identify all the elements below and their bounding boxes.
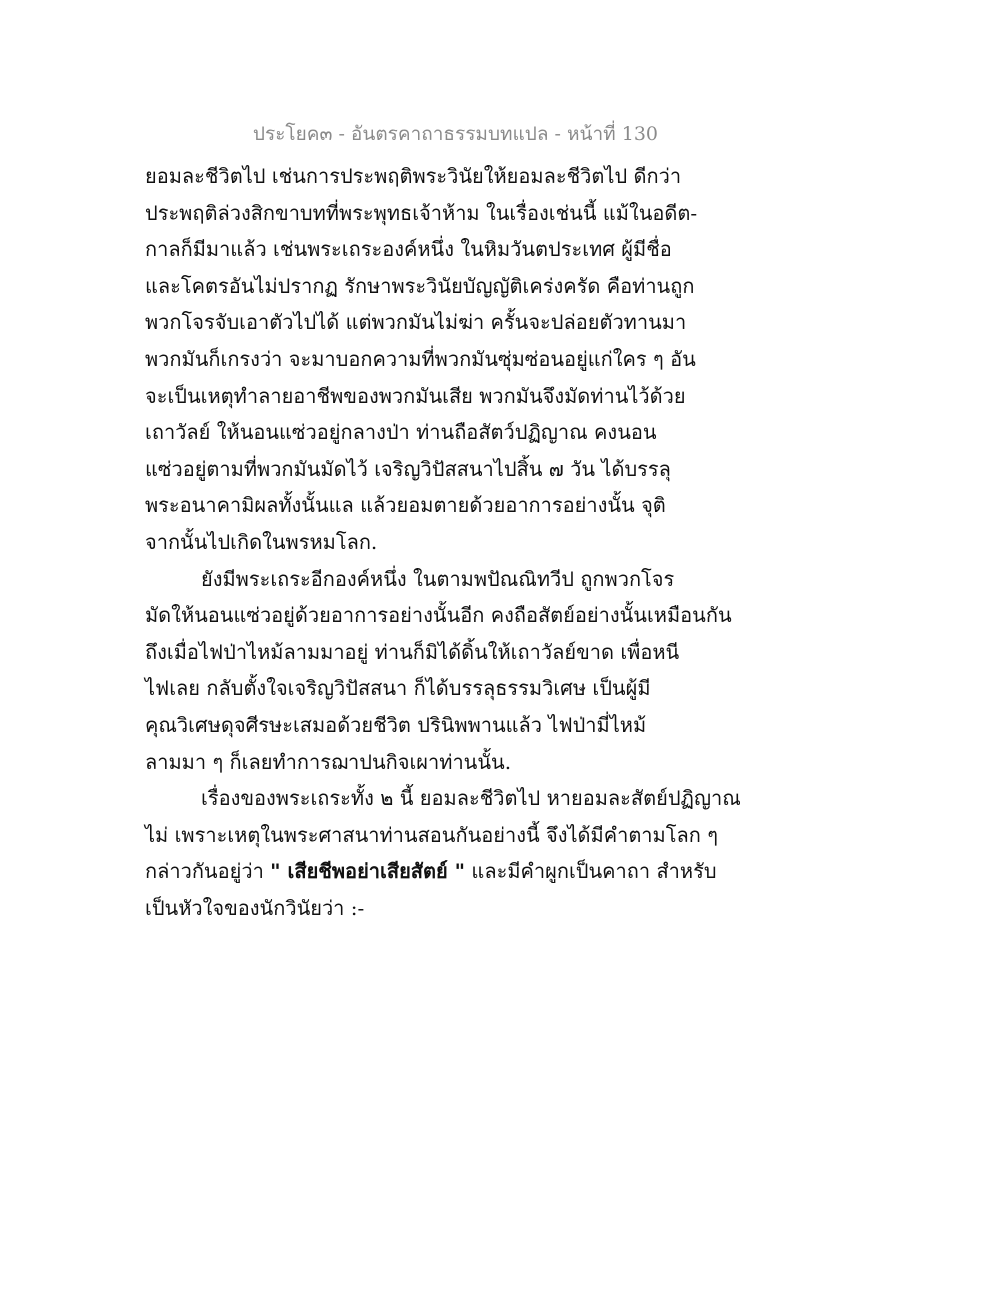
text-line: จากนั้นไปเกิดในพรหมโลก. [145, 529, 378, 554]
text-line [145, 853, 725, 890]
text-line: เถาวัลย์ ให้นอนแซ่วอยู่กลางป่า ท่านถือสัตว์ปฏิญาณ คงนอน [145, 420, 657, 445]
text-line: กาลก็มีมาแล้ว เช่นพระเถระองค์หนึ่ง ในหิมวันตประเทศ ผู้มีชื่อ [145, 237, 672, 262]
text-line: มัดให้นอนแซ่วอยู่ด้วยอาการอย่างนั้นอีก คงถือสัตย์อย่างนั้นเหมือนกัน [145, 603, 732, 628]
text-line: ยอมละชีวิตไป เช่นการประพฤติพระวินัยให้ยอมละชีวิตไป ดีกว่า [145, 164, 682, 188]
text-line: พวกโจรจับเอาตัวไปได้ แต่พวกมันไม่ฆ่า ครั้นจะปล่อยตัวทานมา [145, 310, 687, 335]
text-line: และโคตรอันไม่ปรากฏ รักษาพระวินัยบัญญัติเคร่งครัด คือท่านถูก [145, 273, 695, 298]
text-segment: กล่าวกันอยู่ว่า [145, 859, 271, 884]
bold-quote: " เสียชีพอย่าเสียสัตย์ " [270, 859, 466, 884]
text-line: พวกมันก็เกรงว่า จะมาบอกความที่พวกมันซุ่มซ่อนอยู่แก่ใคร ๆ อัน [145, 346, 696, 371]
paragraph-start-line: ยังมีพระเถระอีกองค์หนึ่ง ในตามพปัณณิทวีป ถูกพวกโจร [201, 566, 675, 591]
text-line: เป็นหัวใจของนักวินัยว่า :- [145, 895, 365, 920]
running-header: ประโยค๓ - อันตรคาถาธรรมบทแปล - หน้าที่ 130 [252, 123, 658, 145]
text-line: พระอนาคามิผลทั้งนั้นแล แล้วยอมตายด้วยอาการอย่างนั้น จุติ [145, 493, 666, 518]
text-segment: และมีคำผูกเป็นคาถา สำหรับ [465, 859, 717, 884]
text-line: คุณวิเศษดุจศีรษะเสมอด้วยชีวิต ปรินิพพานแล้ว ไฟป่ามี่ไหม้ [145, 712, 647, 737]
text-line: ประพฤติล่วงสิกขาบทที่พระพุทธเจ้าห้าม ในเรื่องเช่นนี้ แม้ในอดีต- [145, 200, 698, 225]
text-line: ไม่ เพราะเหตุในพระศาสนาท่านสอนกันอย่างนี้ จึงได้มีคำตามโลก ๆ [145, 822, 718, 847]
text-line: ไฟเลย กลับตั้งใจเจริญวิปัสสนา ก็ได้บรรลุธรรมวิเศษ เป็นผู้มี [145, 676, 651, 701]
paragraph-start-line: เรื่องของพระเถระทั้ง ๒ นี้ ยอมละชีวิตไป หายอมละสัตย์ปฏิญาณ [201, 786, 741, 811]
text-line: จะเป็นเหตุทำลายอาชีพของพวกมันเสีย พวกมันจึงมัดท่านไว้ด้วย [145, 383, 686, 408]
text-line: ถึงเมื่อไฟป่าไหม้ลามมาอยู่ ท่านก็มิได้ดิ้นให้เถาวัลย์ขาด เพื่อหนี [145, 639, 680, 664]
text-line: แซ่วอยู่ตามที่พวกมันมัดไว้ เจริญวิปัสสนาไปสิ้น ๗ วัน ได้บรรลุ [145, 456, 671, 481]
body-text [145, 158, 741, 926]
text-line: ลามมา ๆ ก็เลยทำการฌาปนกิจเผาท่านนั้น. [145, 749, 512, 774]
